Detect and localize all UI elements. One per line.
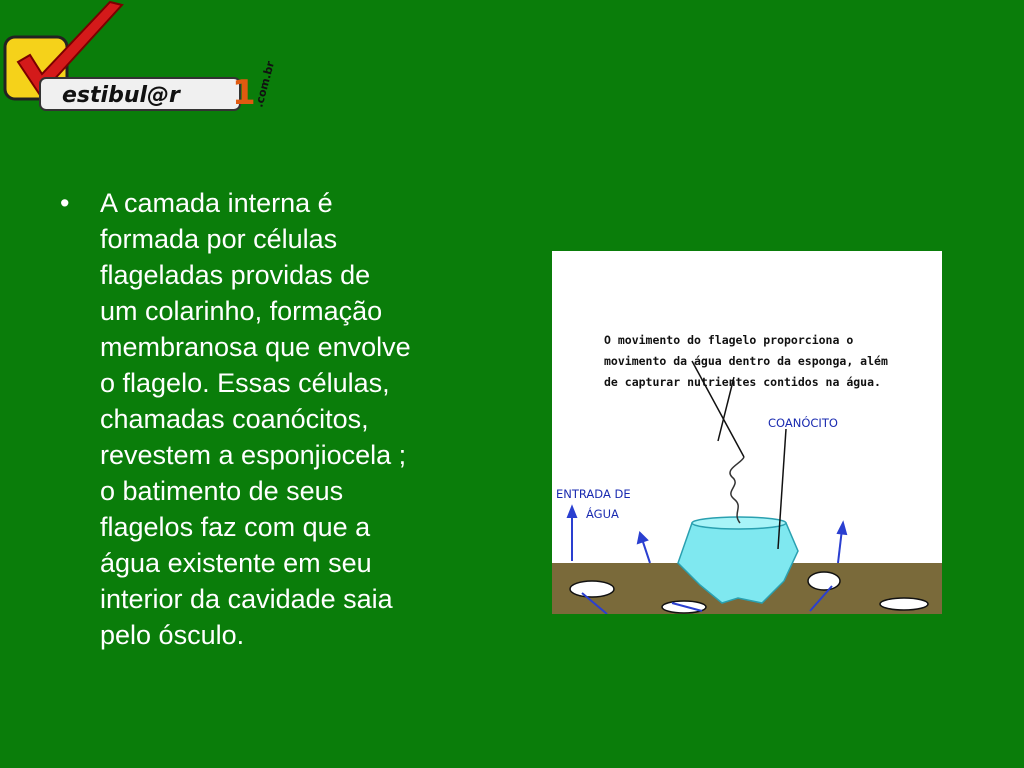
caption-line-2: movimento da água dentro da esponga, além	[604, 354, 888, 368]
sponge-diagram	[552, 251, 942, 614]
label-entrada-line-1: ENTRADA DE	[556, 487, 631, 501]
caption-line-3: de capturar nutrientes contidos na água.	[604, 375, 881, 389]
slide-body	[60, 185, 510, 653]
ostium-hole	[880, 598, 928, 610]
flagellum	[730, 457, 744, 523]
logo-domain: .com.br	[252, 59, 278, 109]
ostium-hole	[808, 572, 840, 590]
vestibular-logo	[0, 0, 280, 120]
caption-line-1: O movimento do flagelo proporciona o	[604, 333, 854, 347]
logo-wordmark: estibul@r	[62, 83, 180, 108]
label-entrada-line-2: ÁGUA	[586, 507, 619, 521]
body-paragraph: A camada interna é formada por células flageladas providas de um colarinho, formação membranosa que envolve o flagelo. Essas células, chamadas coanócitos, revestem a esponjiocela ; o batimento de seus flagelos faz com que a água existente em seu interior da cavidade saia pelo ósculo.	[100, 188, 411, 650]
bullet-marker: •	[60, 188, 70, 218]
ostium-hole	[570, 581, 614, 597]
logo-digit: 1	[232, 73, 256, 113]
label-coanocito: COANÓCITO	[768, 416, 838, 430]
